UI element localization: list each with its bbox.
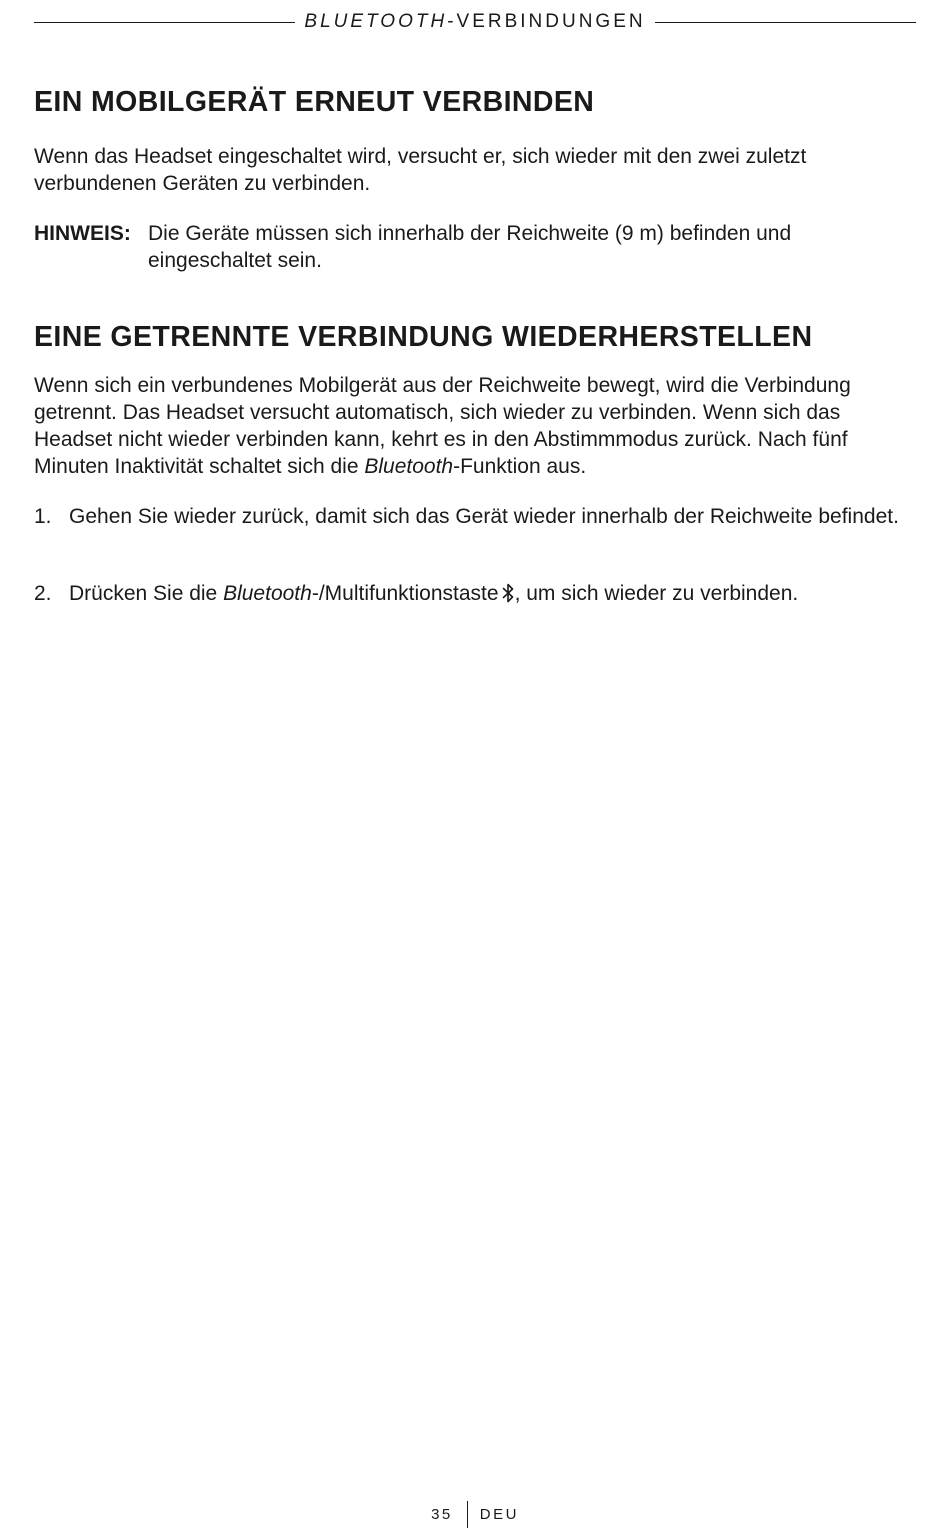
list-item-number: 2. (34, 582, 52, 605)
section2-paragraph-part2: -Funktion aus. (453, 455, 587, 478)
section-heading-restore: EINE GETRENNTE VERBINDUNG WIEDERHERSTELLEN (34, 321, 813, 353)
list-item-text-italic: Bluetooth (223, 582, 312, 605)
section1-body (34, 143, 910, 197)
footer-divider (467, 1501, 468, 1528)
section1-paragraph: Wenn das Headset eingeschaltet wird, versucht er, sich wieder mit den zwei zuletzt verbundenen Geräten zu verbinden. (34, 145, 807, 195)
note-label: HINWEIS: (34, 222, 131, 245)
list-item-text (69, 580, 798, 607)
header-title (295, 11, 654, 33)
running-header (34, 8, 916, 36)
list-item-text: Gehen Sie wieder zurück, damit sich das Gerät wieder innerhalb der Reichweite befindet. (69, 505, 899, 528)
page-number: 35 (431, 1505, 453, 1523)
bluetooth-icon (502, 583, 515, 603)
header-rule-right (655, 22, 916, 23)
list-item (34, 580, 910, 607)
list-item-text-part3: , um sich wieder zu verbinden. (514, 582, 799, 605)
section2-paragraph (34, 372, 910, 480)
header-title-italic: BLUETOOTH (304, 11, 448, 32)
note (34, 220, 910, 274)
section2-paragraph-part1: Wenn sich ein verbundenes Mobilgerät aus der Reichweite bewegt, wird die Verbindung getrennt. Das Headset versucht automatisch, sich wieder zu verbinden. Wenn sich das Headset nicht wieder verbinden kann, kehrt es in den Abstimmmodus zurück. Nach fünf Minuten Inaktivität schaltet sich die (34, 374, 851, 478)
header-title-rest: -VERBINDUNGEN (447, 11, 646, 32)
header-rule-left (34, 22, 295, 23)
section2-body (34, 372, 910, 480)
note-text: Die Geräte müssen sich innerhalb der Reichweite (9 m) befinden und eingeschaltet sein. (148, 222, 792, 272)
language-code: DEU (479, 1505, 519, 1523)
page-footer (0, 1499, 950, 1529)
list-item-number: 1. (34, 505, 52, 528)
section-heading-reconnect: EIN MOBILGERÄT ERNEUT VERBINDEN (34, 86, 595, 118)
list-item (34, 503, 910, 530)
list-item-text-part1: Drücken Sie die (69, 582, 224, 605)
section2-paragraph-italic: Bluetooth (364, 455, 454, 478)
list-item-text-part2: -/Multifunktionstaste (311, 582, 499, 605)
